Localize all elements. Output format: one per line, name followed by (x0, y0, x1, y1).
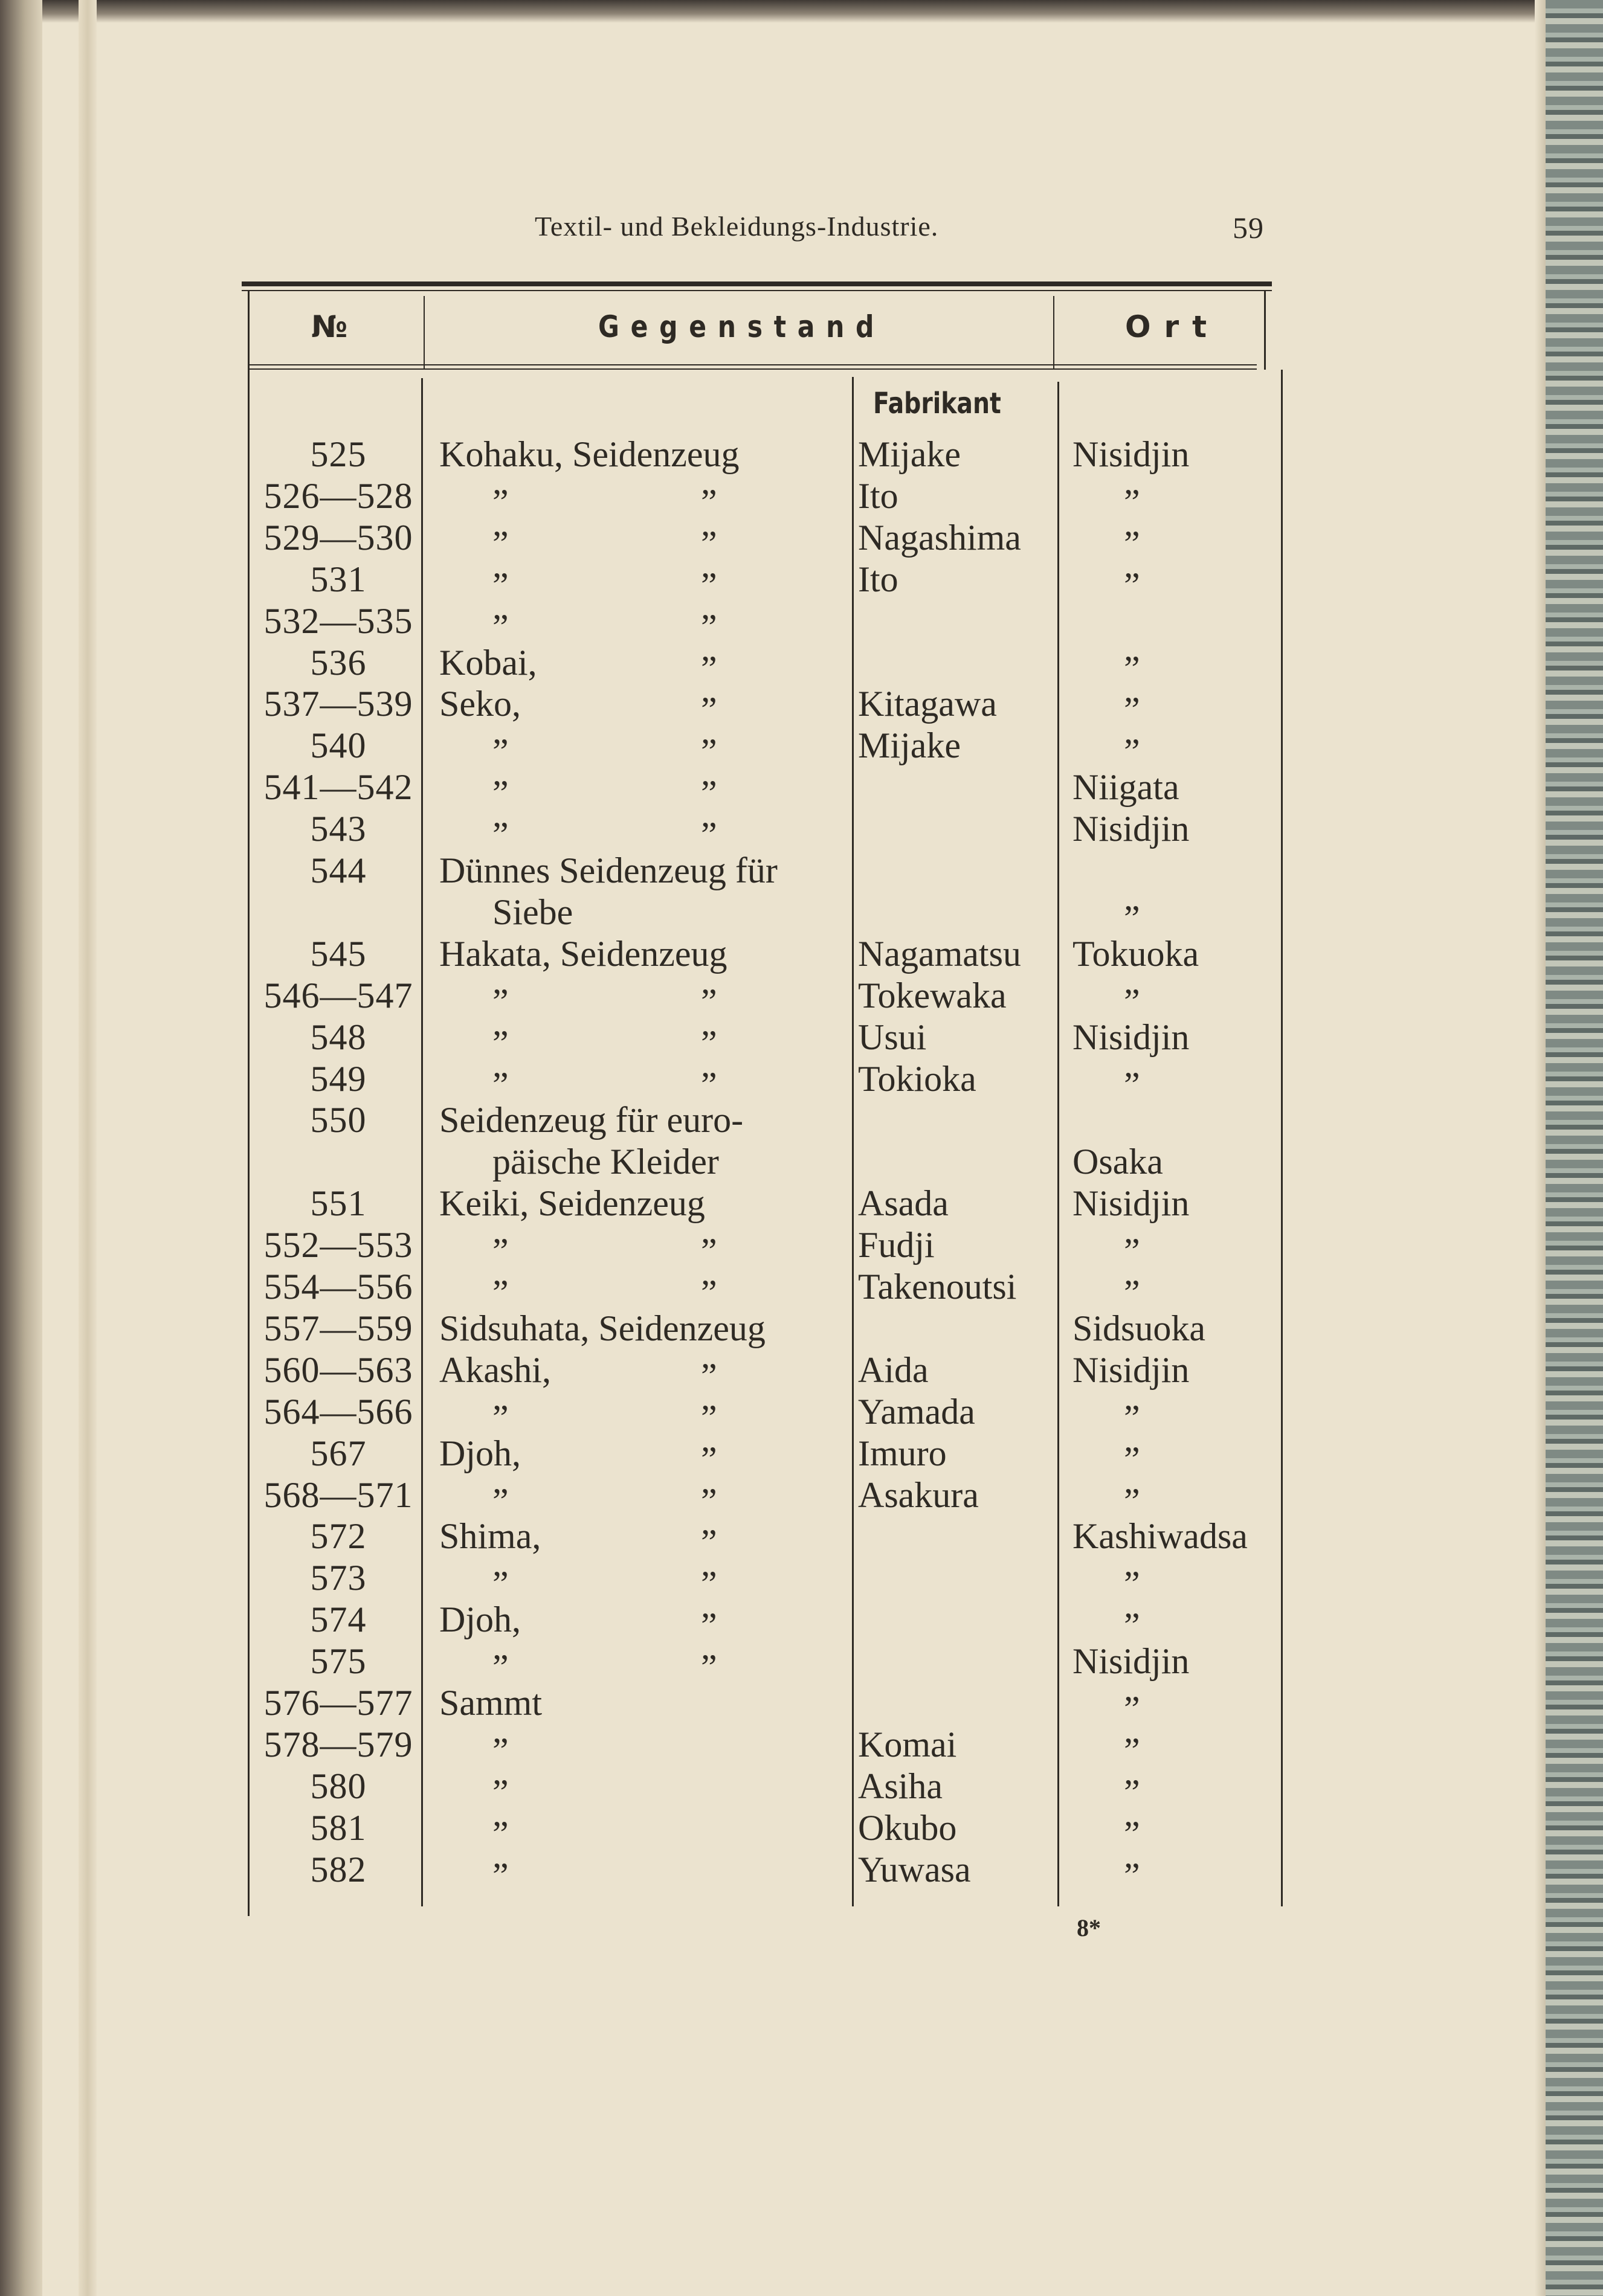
table-row (0, 642, 1603, 689)
place-ditto: ” (1124, 898, 1140, 938)
header-divider-1 (424, 296, 425, 368)
item-number: 532—535 (263, 600, 413, 641)
place-ditto: ” (1124, 1397, 1140, 1438)
table-row (0, 1183, 1603, 1224)
place: Nisidjin (1072, 1183, 1190, 1224)
place-ditto: ” (1124, 1813, 1140, 1854)
item-description: Hakata, Seidenzeug (439, 933, 727, 974)
manufacturer: Asiha (858, 1766, 943, 1806)
place-ditto: ” (1124, 690, 1140, 730)
table-row (0, 892, 1603, 938)
item-description-continued-ditto: ” (701, 1231, 717, 1272)
item-description-ditto: ” (492, 1564, 509, 1604)
manufacturer: Asada (858, 1183, 949, 1224)
item-description-continued-ditto: ” (701, 1522, 717, 1563)
item-number: 541—542 (263, 767, 413, 808)
header-ort: Ort (1125, 309, 1221, 344)
header-fabrikant: Fabrikant (873, 387, 1001, 420)
item-description: Djoh, (439, 1600, 521, 1640)
place-ditto: ” (1124, 1730, 1140, 1770)
item-description-ditto: ” (492, 773, 509, 814)
table-row (0, 683, 1603, 730)
page-number: 59 (1233, 211, 1264, 245)
item-description: Keiki, Seidenzeug (439, 1183, 705, 1224)
item-number: 526—528 (263, 475, 413, 516)
item-description-ditto: ” (492, 523, 509, 564)
table-row (0, 517, 1603, 564)
item-number: 578—579 (263, 1724, 413, 1764)
item-description-continued-ditto: ” (701, 523, 717, 564)
item-description-continued-ditto: ” (701, 1355, 717, 1396)
manufacturer: Mijake (858, 434, 961, 474)
table-top-rule-thin (242, 290, 1272, 291)
book-top-edge (0, 0, 1603, 23)
place: Sidsuoka (1072, 1308, 1206, 1348)
table-row (0, 767, 1603, 814)
place: Nisidjin (1072, 434, 1190, 474)
item-number: 572 (310, 1516, 367, 1557)
place-ditto: ” (1124, 565, 1140, 605)
item-number: 525 (310, 434, 367, 474)
header-divider-2 (1053, 296, 1054, 368)
item-description-ditto: ” (492, 1481, 509, 1521)
manufacturer: Tokioka (858, 1058, 976, 1099)
item-description-ditto: ” (492, 1647, 509, 1688)
place-ditto: ” (1124, 1439, 1140, 1479)
header-bottom-rule-2 (249, 368, 1257, 370)
item-description-continued-ditto: ” (701, 1439, 717, 1479)
manufacturer: Nagashima (858, 517, 1021, 558)
item-description: Akashi, (439, 1349, 551, 1390)
table-row (0, 1058, 1603, 1105)
item-description: Shima, (439, 1516, 541, 1557)
item-number: 550 (310, 1100, 367, 1140)
table-row (0, 1433, 1603, 1479)
table-row (0, 600, 1603, 647)
item-number: 531 (310, 559, 367, 599)
table-row (0, 1017, 1603, 1063)
table-row (0, 1474, 1603, 1521)
item-number: 549 (310, 1058, 367, 1099)
table-row (0, 850, 1603, 892)
item-description-continued-ditto: ” (701, 606, 717, 647)
item-description-ditto: ” (492, 1273, 509, 1313)
item-number: 554—556 (263, 1267, 413, 1307)
item-description-ditto: ” (492, 1064, 509, 1105)
place-ditto: ” (1124, 481, 1140, 522)
manufacturer: Ito (858, 559, 898, 599)
item-description-continued-ditto: ” (701, 981, 717, 1021)
manufacturer: Tokewaka (858, 975, 1007, 1015)
item-description-continued-ditto: ” (701, 815, 717, 855)
manufacturer: Takenoutsi (858, 1267, 1017, 1307)
item-number: 536 (310, 642, 367, 683)
item-description-ditto: ” (492, 981, 509, 1021)
item-description-ditto: ” (492, 565, 509, 605)
item-number: 568—571 (263, 1474, 413, 1515)
item-description-ditto: ” (492, 815, 509, 855)
item-number: 567 (310, 1433, 367, 1473)
item-description: Seidenzeug für euro- (439, 1100, 744, 1140)
item-description-continued-ditto: ” (701, 773, 717, 814)
item-description: Sidsuhata, Seidenzeug (439, 1308, 766, 1348)
item-description: Kobai, (439, 642, 537, 683)
item-number: 580 (310, 1766, 367, 1806)
item-number: 573 (310, 1558, 367, 1598)
table-row (0, 808, 1603, 855)
table-row (0, 1308, 1603, 1349)
place-ditto: ” (1124, 1481, 1140, 1521)
place-ditto: ” (1124, 523, 1140, 564)
item-number: 582 (310, 1849, 367, 1889)
signature-mark: 8* (1077, 1914, 1101, 1941)
item-description-ditto: ” (492, 1730, 509, 1770)
place-ditto: ” (1124, 732, 1140, 772)
item-description-ditto: ” (492, 1855, 509, 1896)
item-description-ditto: ” (492, 1772, 509, 1812)
item-number: 574 (310, 1600, 367, 1640)
table-row (0, 1641, 1603, 1688)
place: Niigata (1072, 767, 1179, 808)
place: Tokuoka (1072, 933, 1199, 974)
manufacturer: Okubo (858, 1807, 957, 1848)
item-description-continued-ditto: ” (701, 1064, 717, 1105)
place: Nisidjin (1072, 1641, 1190, 1682)
table-row (0, 1599, 1603, 1646)
item-description-continued-ditto: ” (701, 1023, 717, 1063)
table-row (0, 1391, 1603, 1438)
manufacturer: Imuro (858, 1433, 947, 1473)
item-description-ditto: ” (492, 1813, 509, 1854)
place: Nisidjin (1072, 1017, 1190, 1057)
item-number: 544 (310, 851, 367, 890)
manufacturer: Asakura (858, 1474, 979, 1515)
item-description-continued-ditto: ” (701, 481, 717, 522)
table-row (0, 1849, 1603, 1896)
item-number: 552—553 (263, 1225, 413, 1265)
manufacturer: Yamada (858, 1391, 975, 1432)
item-number: 540 (310, 725, 367, 766)
table-row (0, 475, 1603, 522)
header-bottom-rule (249, 364, 1257, 365)
item-description-continued-ditto: ” (701, 1564, 717, 1604)
item-description-continued-ditto: ” (701, 1481, 717, 1521)
manufacturer: Komai (858, 1724, 957, 1764)
table-row (0, 1724, 1603, 1770)
item-number: 575 (310, 1641, 367, 1682)
table-row (0, 559, 1603, 605)
place-ditto: ” (1124, 1064, 1140, 1105)
table-row (0, 933, 1603, 975)
place-ditto: ” (1124, 1606, 1140, 1646)
item-description-continued-ditto: ” (701, 1273, 717, 1313)
place-ditto: ” (1124, 981, 1140, 1021)
table-row (0, 1141, 1603, 1183)
item-description: Kohaku, Seidenzeug (439, 434, 740, 474)
table-row (0, 725, 1603, 772)
item-number: 564—566 (263, 1391, 413, 1432)
manufacturer: Yuwasa (858, 1849, 971, 1889)
manufacturer: Fudji (858, 1225, 935, 1265)
item-number: 557—559 (263, 1308, 413, 1348)
place-ditto: ” (1124, 648, 1140, 689)
item-description-continued-ditto: ” (701, 1397, 717, 1438)
manufacturer: Kitagawa (858, 684, 997, 724)
running-title: Textil- und Bekleidungs-Industrie. (535, 211, 939, 242)
place-ditto: ” (1124, 1689, 1140, 1729)
table-row (0, 1099, 1603, 1141)
item-description-ditto: ” (492, 1231, 509, 1272)
manufacturer: Usui (858, 1017, 927, 1057)
item-number: 551 (310, 1183, 367, 1224)
place-ditto: ” (1124, 1273, 1140, 1313)
header-gegenstand: Gegenstand (598, 309, 886, 344)
manufacturer: Aida (858, 1349, 929, 1390)
table-row (0, 1266, 1603, 1313)
place: Kashiwadsa (1072, 1516, 1248, 1557)
item-number: 548 (310, 1017, 367, 1057)
item-description-continued-ditto: ” (701, 732, 717, 772)
table-row (0, 1224, 1603, 1272)
item-description-continued-ditto: ” (701, 648, 717, 689)
item-description-continued-ditto: ” (701, 1647, 717, 1688)
item-description-continued-ditto: ” (701, 690, 717, 730)
item-description-continued-ditto: ” (701, 565, 717, 605)
place: Osaka (1072, 1142, 1163, 1182)
item-description: Seko, (439, 684, 521, 724)
item-description: Djoh, (439, 1433, 521, 1473)
header-no: № (311, 309, 348, 344)
item-description-ditto: ” (492, 1397, 509, 1438)
item-number: 546—547 (263, 975, 413, 1015)
item-number: 576—577 (263, 1683, 413, 1723)
item-number: 545 (310, 933, 367, 974)
item-number: 537—539 (263, 684, 413, 724)
item-description: päische Kleider (492, 1142, 719, 1182)
place-ditto: ” (1124, 1564, 1140, 1604)
item-description-ditto: ” (492, 481, 509, 522)
table-row (0, 1766, 1603, 1812)
item-description-ditto: ” (492, 1023, 509, 1063)
item-number: 560—563 (263, 1349, 413, 1390)
table-top-rule (242, 281, 1272, 286)
item-number: 581 (310, 1807, 367, 1848)
table-row (0, 975, 1603, 1021)
table-row (0, 1349, 1603, 1396)
place: Nisidjin (1072, 809, 1190, 849)
item-number: 529—530 (263, 517, 413, 558)
manufacturer: Mijake (858, 725, 961, 766)
item-description: Siebe (492, 892, 573, 932)
item-description: Dünnes Seidenzeug für (439, 851, 778, 890)
table-row (0, 1516, 1603, 1563)
table-row (0, 434, 1603, 475)
item-number: 543 (310, 809, 367, 849)
table-row (0, 1557, 1603, 1604)
place-ditto: ” (1124, 1231, 1140, 1272)
place: Nisidjin (1072, 1349, 1190, 1390)
place-ditto: ” (1124, 1772, 1140, 1812)
place-ditto: ” (1124, 1855, 1140, 1896)
manufacturer: Nagamatsu (858, 933, 1021, 974)
item-description: Sammt (439, 1683, 543, 1723)
manufacturer: Ito (858, 475, 898, 516)
item-description-ditto: ” (492, 732, 509, 772)
item-description-ditto: ” (492, 606, 509, 647)
table-right-border-top (1264, 291, 1266, 370)
item-description-continued-ditto: ” (701, 1606, 717, 1646)
table-row (0, 1682, 1603, 1729)
table-row (0, 1807, 1603, 1854)
